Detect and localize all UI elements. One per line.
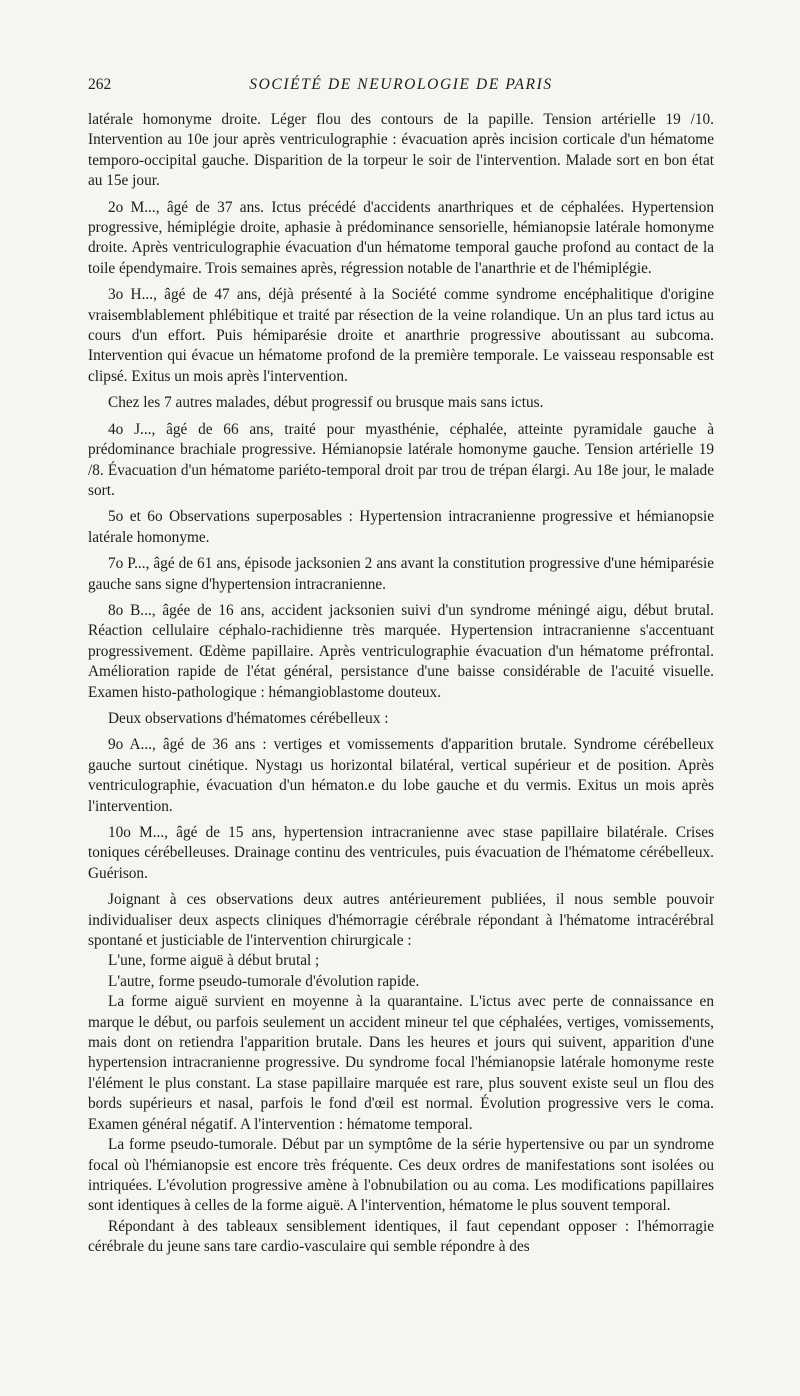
- paragraph-continuation: latérale homonyme droite. Léger flou des contours de la papille. Tension artérielle 19 /10. Intervention au 10e jour après ventriculographie : évacuation après incision corticale d'un hématome temporo-occipital gauche. Disparition de la torpeur le soir de l'intervention. Malade sort en bon état au 15e jour.: [88, 111, 714, 190]
- running-title: SOCIÉTÉ DE NEUROLOGIE DE PARIS: [249, 76, 553, 93]
- page-number: 262: [88, 76, 112, 93]
- case-5-6-paragraph: 5o et 6o Observations superposables : Hypertension intracranienne progressive et hémianopsie latérale homonyme.: [88, 508, 714, 546]
- case-8-paragraph: 8o B..., âgée de 16 ans, accident jacksonien suivi d'un syndrome méningé aigu, début brutal. Réaction cellulaire céphalo-rachidienne très marquée. Hypertension intracranienne s'accentuant progressivement. Œdème papillaire. Après ventriculographie évacuation d'un hématome préfrontal. Amélioration rapide de l'état général, persistance d'une baisse considérable de l'acuité visuelle. Examen histo-pathologique : hémangioblastome douteux.: [88, 601, 714, 701]
- pseudo-tumoral-form-line: L'autre, forme pseudo-tumorale d'évolution rapide.: [108, 972, 420, 990]
- case-9-paragraph: 9o A..., âgé de 36 ans : vertiges et vomissements d'apparition brutale. Syndrome cérébelleux gauche surtout cinétique. Nystagı us horizontal bilatéral, vertical supérieur et de position. Après ventriculographie, évacuation d'un hématon.e du lobe gauche et du vermis. Exitus un mois après l'intervention.: [88, 736, 714, 815]
- other-patients-paragraph: Chez les 7 autres malades, début progressif ou brusque mais sans ictus.: [108, 394, 544, 412]
- case-10-paragraph: 10o M..., âgé de 15 ans, hypertension intracranienne avec stase papillaire bilatérale. Crises toniques cérébelleuses. Drainage continu des ventricules, puis évacuation de l'hématome cérébelleux. Guérison.: [88, 824, 714, 882]
- synthesis-paragraph: Joignant à ces observations deux autres antérieurement publiées, il nous semble pouvoir individualiser deux aspects cliniques d'hémorragie cérébrale répondant à l'hématome intracérébral spontané et justiciable de l'intervention chirurgicale :: [88, 891, 714, 950]
- cerebellar-heading-paragraph: Deux observations d'hématomes cérébelleux :: [108, 709, 389, 727]
- case-4-paragraph: 4o J..., âgé de 66 ans, traité pour myasthénie, céphalée, atteinte pyramidale gauche à prédominance brachiale progressive. Hémianopsie latérale homonyme gauche. Tension artérielle 19 /8. Évacuation d'un hématome pariéto-temporal droit par trou de trépan élargi. Au 18e jour, le malade sort.: [88, 420, 714, 499]
- acute-form-line: L'une, forme aiguë à début brutal ;: [108, 952, 320, 970]
- case-3-paragraph: 3o H..., âgé de 47 ans, déjà présenté à la Société comme syndrome encéphalitique d'origine vraisemblablement phlébitique et traité par résection de la veine rolandique. Un an plus tard ictus au cours d'un effort. Puis hémiparésie droite et anarthrie progressive aboutissant au subcoma. Intervention qui évacue un hématome profond de la première temporale. Le vaisseau responsable est clipsé. Exitus un mois après l'intervention.: [88, 286, 714, 385]
- body-text: [88, 110, 714, 1258]
- pseudo-tumoral-paragraph: La forme pseudo-tumorale. Début par un symptôme de la série hypertensive ou par un syndrome focal où l'hémianopsie est encore très fréquente. Ces deux ordres de manifestations sont isolées ou intriquées. L'évolution progressive amène à l'obnubilation ou au coma. Les modifications papillaires sont identiques à celles de la forme aiguë. A l'intervention, hématome le plus souvent temporal.: [88, 1136, 714, 1215]
- page-header: [88, 76, 714, 98]
- closing-paragraph: Répondant à des tableaux sensiblement identiques, il faut cependant opposer : l'hémorragie cérébrale du jeune sans tare cardio-vasculaire qui semble répondre à des: [88, 1217, 714, 1256]
- case-7-paragraph: 7o P..., âgé de 61 ans, épisode jacksonien 2 ans avant la constitution progressive d'une hémiparésie gauche sans signe d'hypertension intracranienne.: [88, 555, 714, 593]
- case-2-paragraph: 2o M..., âgé de 37 ans. Ictus précédé d'accidents anarthriques et de céphalées. Hypertension progressive, hémiplégie droite, aphasie à prédominance sensorielle, hémianopsie latérale homonyme droite. Après ventriculographie évacuation d'un hématome temporal gauche profond au contact de la toile épendymaire. Trois semaines après, régression notable de l'anarthrie et de l'hémiplégie.: [88, 198, 714, 277]
- acute-form-paragraph: La forme aiguë survient en moyenne à la quarantaine. L'ictus avec perte de connaissance en marque le début, ou parfois seulement un accident mineur tel que céphalées, vertiges, vomissements, mais dont on retiendra l'apparition brutale. Dans les heures et jours qui suivent, apparition d'une hypertension intracranienne progressive. Du syndrome focal l'hémianopsie latérale homonyme reste l'élément le plus constant. La stase papillaire marquée est rare, plus souvent existe seul un flou des bords supérieurs et nasal, parfois le fond d'œil est normal. Évolution progressive vers le coma. Examen général négatif. A l'intervention : hématome temporal.: [88, 993, 714, 1133]
